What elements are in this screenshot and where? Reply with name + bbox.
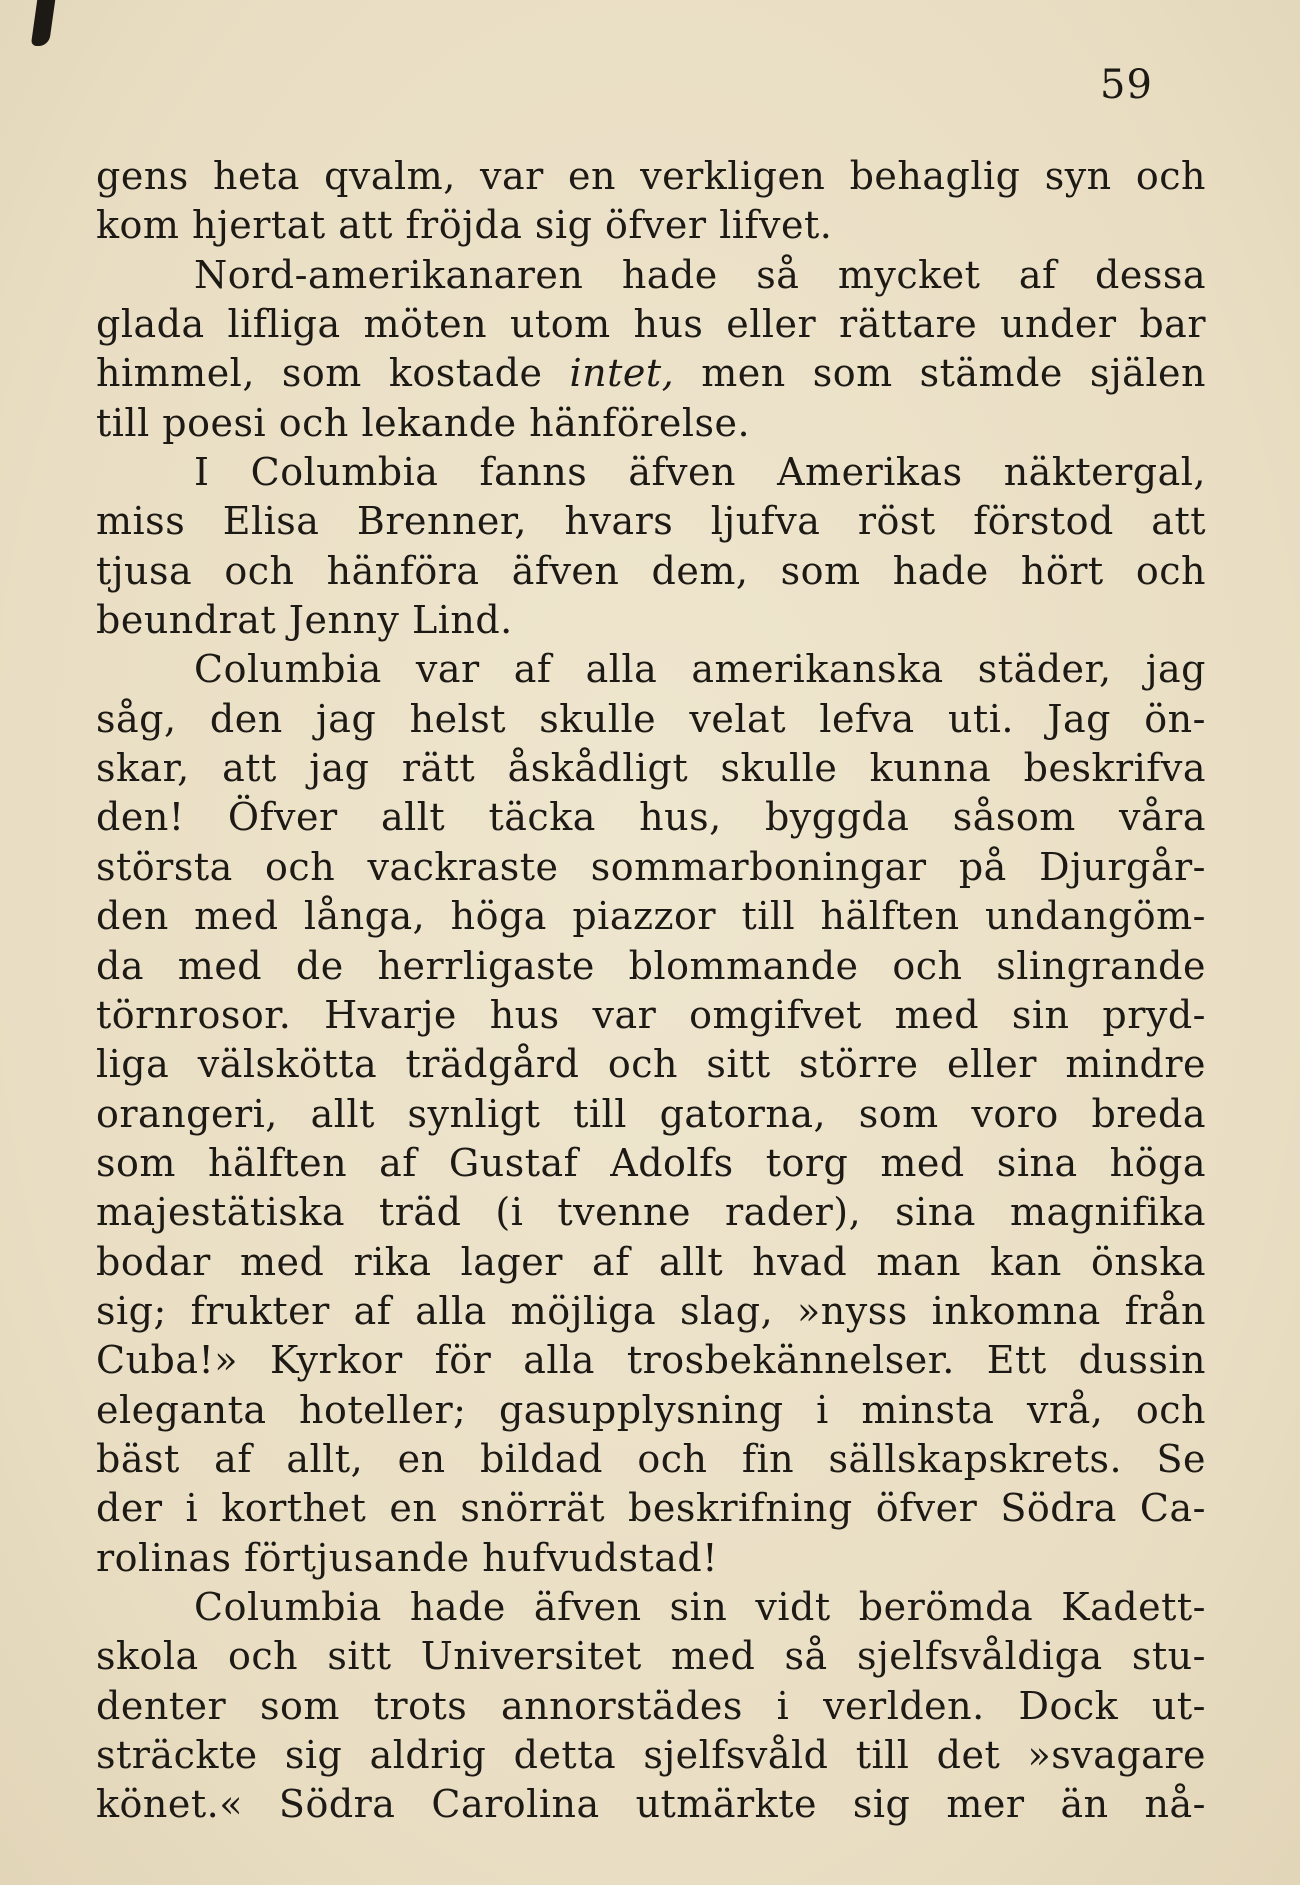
text-line: denter som trots annorstädes i verlden. Dock ut- xyxy=(96,1683,1206,1728)
text-line: tjusa och hänföra äfven dem, som hade hört och xyxy=(96,548,1206,593)
text-line: skar, att jag rätt åskådligt skulle kunna beskrifva xyxy=(96,746,1206,791)
text-line: könet.« Södra Carolina utmärkte sig mer än nå- xyxy=(96,1782,1206,1827)
text-line: som hälften af Gustaf Adolfs torg med sina höga xyxy=(96,1140,1206,1185)
text-line: beundrat Jenny Lind. xyxy=(96,598,513,643)
text-line: da med de herrligaste blommande och slingrande xyxy=(96,943,1206,988)
text-line: den med långa, höga piazzor till hälften undangöm- xyxy=(96,894,1206,939)
text-line: glada lifliga möten utom hus eller rättare under bar xyxy=(96,302,1206,347)
text-line: till poesi och lekande hänförelse. xyxy=(96,400,751,445)
text-line: den! Öfver allt täcka hus, byggda såsom våra xyxy=(96,795,1206,840)
body-text xyxy=(96,152,1206,1830)
text-line: Columbia var af alla amerikanska städer, jag xyxy=(194,647,1206,692)
text-line: gens heta qvalm, var en verkligen behaglig syn och xyxy=(96,154,1206,198)
text-line: Columbia hade äfven sin vidt berömda Kadett- xyxy=(194,1584,1206,1629)
text-line: sig; frukter af alla möjliga slag, »nyss inkomna från xyxy=(96,1288,1206,1333)
text-line: I Columbia fanns äfven Amerikas näktergal, xyxy=(194,450,1206,495)
text-segment: himmel, som kostade xyxy=(96,351,543,396)
text-line: bäst af allt, en bildad och fin sällskapskrets. Se xyxy=(96,1436,1206,1481)
text-line: skola och sitt Universitet med så sjelfsvåldiga stu- xyxy=(96,1634,1206,1679)
page-corner-ink-mark xyxy=(31,0,55,46)
text-line: törnrosor. Hvarje hus var omgifvet med sin pryd- xyxy=(96,992,1206,1037)
text-line: Cuba!» Kyrkor för alla trosbekännelser. Ett dussin xyxy=(96,1338,1206,1383)
text-line: såg, den jag helst skulle velat lefva uti. Jag ön- xyxy=(96,696,1206,741)
text-segment: men som stämde själen xyxy=(701,351,1206,396)
text-line: der i korthet en snörrät beskrifning öfver Södra Ca- xyxy=(96,1486,1206,1531)
text-line: sträckte sig aldrig detta sjelfsvåld till det »svagare xyxy=(96,1733,1206,1777)
text-line: kom hjertat att fröjda sig öfver lifvet. xyxy=(96,203,833,248)
text-line: bodar med rika lager af allt hvad man kan önska xyxy=(96,1239,1206,1284)
text-line: eleganta hoteller; gasupplysning i minsta vrå, och xyxy=(96,1387,1206,1432)
text-line: majestätiska träd (i tvenne rader), sina magnifika xyxy=(96,1190,1206,1235)
text-line: orangeri, allt synligt till gatorna, som voro breda xyxy=(96,1091,1206,1136)
text-line: liga välskötta trädgård och sitt större eller mindre xyxy=(96,1042,1206,1087)
text-line xyxy=(96,349,1206,398)
text-line: rolinas förtjusande hufvudstad! xyxy=(96,1535,719,1580)
text-line: största och vackraste sommarboningar på Djurgår- xyxy=(96,844,1206,889)
text-line: Nord-amerikanaren hade så mycket af dessa xyxy=(194,252,1206,297)
italic-word: intet, xyxy=(569,351,675,396)
page-number: 59 xyxy=(1100,62,1153,108)
text-line: miss Elisa Brenner, hvars ljufva röst förstod att xyxy=(96,499,1206,544)
